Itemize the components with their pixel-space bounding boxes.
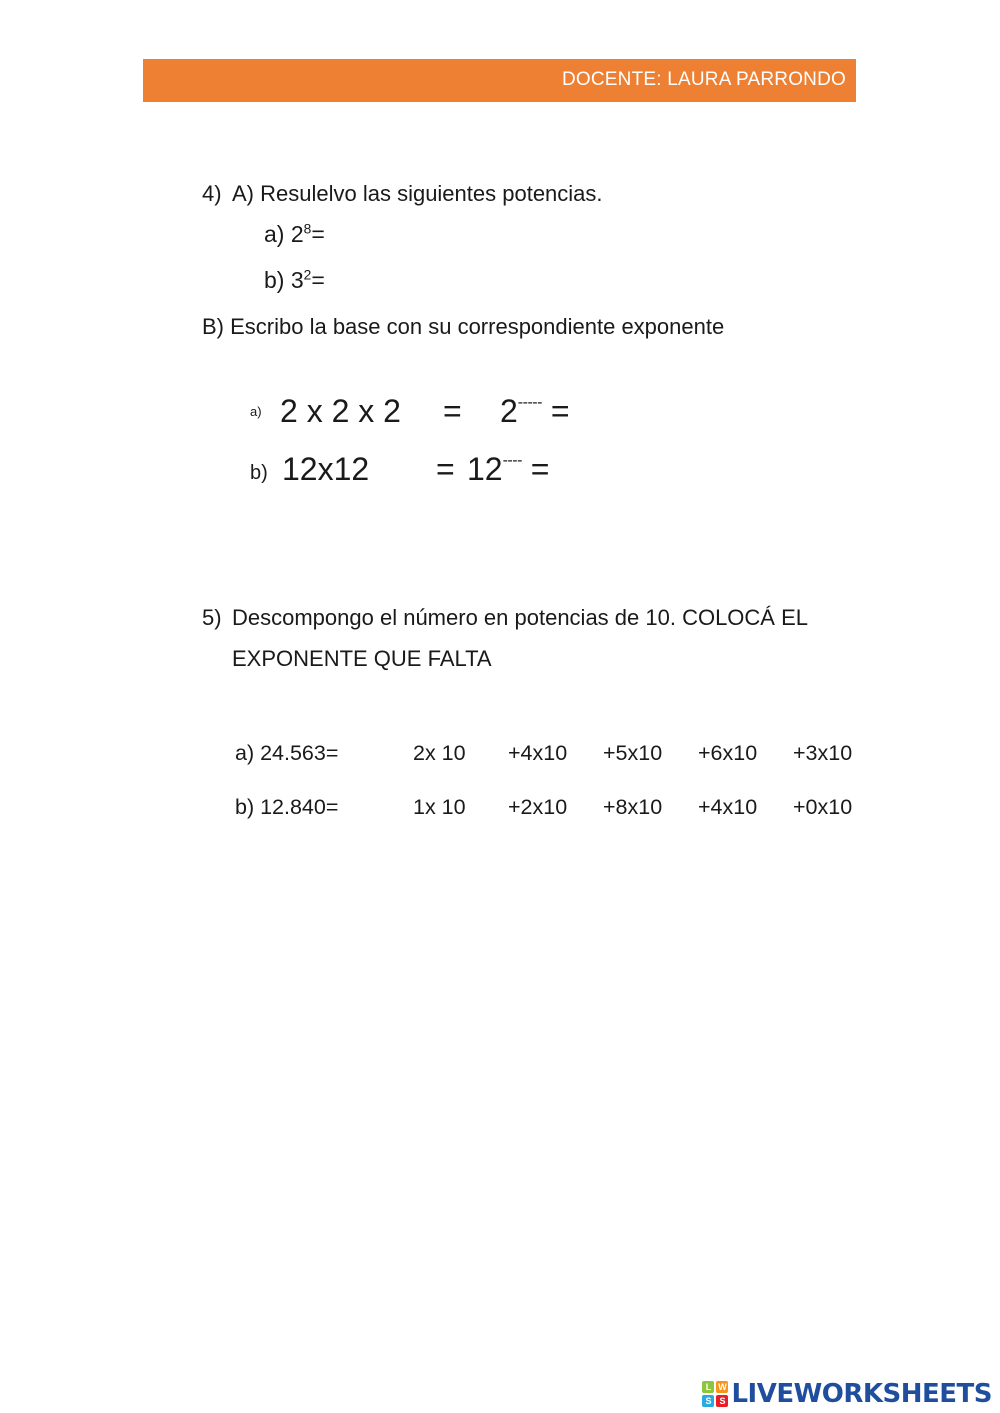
partB-row-b-result — [467, 451, 549, 488]
q5-row-b-term-5[interactable]: +0x10 — [793, 795, 853, 819]
q4-item-b-base: 3 — [290, 267, 304, 293]
liveworksheets-logo — [702, 1376, 992, 1412]
q4-item-b-label: b) — [264, 267, 285, 293]
q4-item-b-exp: 2 — [303, 267, 312, 283]
q4-item-a — [264, 221, 325, 248]
q5-row-a-term-3[interactable]: +5x10 — [603, 741, 663, 765]
q5-row-a-term-4[interactable]: +6x10 — [698, 741, 758, 765]
logo-mark-cell-2: W — [718, 1382, 727, 1392]
partB-row-a-expr: 2 x 2 x 2 — [280, 393, 401, 429]
q4-item-a-exp: 8 — [303, 221, 312, 237]
partB-row-b-base: 12 — [467, 451, 503, 487]
q5-row-b-term-4[interactable]: +4x10 — [698, 795, 758, 819]
partB-row-b-exponent-blank[interactable]: ---- — [502, 451, 522, 469]
q5-row-a-term-5[interactable]: +3x10 — [793, 741, 853, 765]
q5-row-a-number: a) 24.563= — [235, 741, 339, 765]
logo-mark-cell-4: S — [716, 1395, 728, 1407]
header-bar — [143, 59, 856, 102]
q4-item-a-label: a) — [264, 221, 285, 247]
partB-row-b-expr: 12x12 — [282, 451, 370, 487]
partB-row-a-label: a) — [250, 404, 262, 419]
partB-row-a-tail: = — [550, 393, 570, 429]
teacher-name: DOCENTE: LAURA PARRONDO — [561, 69, 846, 90]
q5-row-b-term-2[interactable]: +2x10 — [508, 795, 568, 819]
liveworksheets-logo-icon — [702, 1381, 728, 1407]
partB-row-a-exponent-blank[interactable]: ----- — [517, 393, 542, 411]
partB-row-a-base: 2 — [500, 393, 518, 429]
q4-item-b-tail: = — [311, 267, 325, 293]
partB-row-a-eq: = — [443, 393, 462, 429]
partB-row-b-tail: = — [530, 451, 550, 487]
liveworksheets-logo-text: LIVEWORKSHEETS — [731, 1379, 992, 1409]
q5-row-b-term-1[interactable]: 1x 10 — [413, 795, 466, 819]
q5-row-b-number: b) 12.840= — [235, 795, 339, 819]
q4-item-a-base: 2 — [290, 221, 304, 247]
q5-row-a-term-1[interactable]: 2x 10 — [413, 741, 466, 765]
q4-item-a-tail: = — [311, 221, 325, 247]
q4-item-b — [264, 267, 325, 294]
q4-partB-title: B) Escribo la base con su correspondiente exponente — [202, 314, 725, 339]
q5-line2: EXPONENTE QUE FALTA — [232, 646, 492, 671]
q5-line1: Descompongo el número en potencias de 10. COLOCÁ EL — [232, 605, 808, 630]
q5-row-b-term-3[interactable]: +8x10 — [603, 795, 663, 819]
q5-number: 5) — [202, 605, 222, 630]
q5-row-a-term-2[interactable]: +4x10 — [508, 741, 568, 765]
logo-mark-cell-1: L — [702, 1381, 714, 1393]
logo-mark-cell-3: S — [702, 1395, 714, 1407]
q4-title: A) Resulelvo las siguientes potencias. — [232, 181, 603, 206]
partB-row-b-label: b) — [250, 462, 268, 484]
q4-number: 4) — [202, 181, 222, 206]
partB-row-a-result — [500, 393, 570, 430]
partB-row-b-eq: = — [436, 451, 455, 487]
